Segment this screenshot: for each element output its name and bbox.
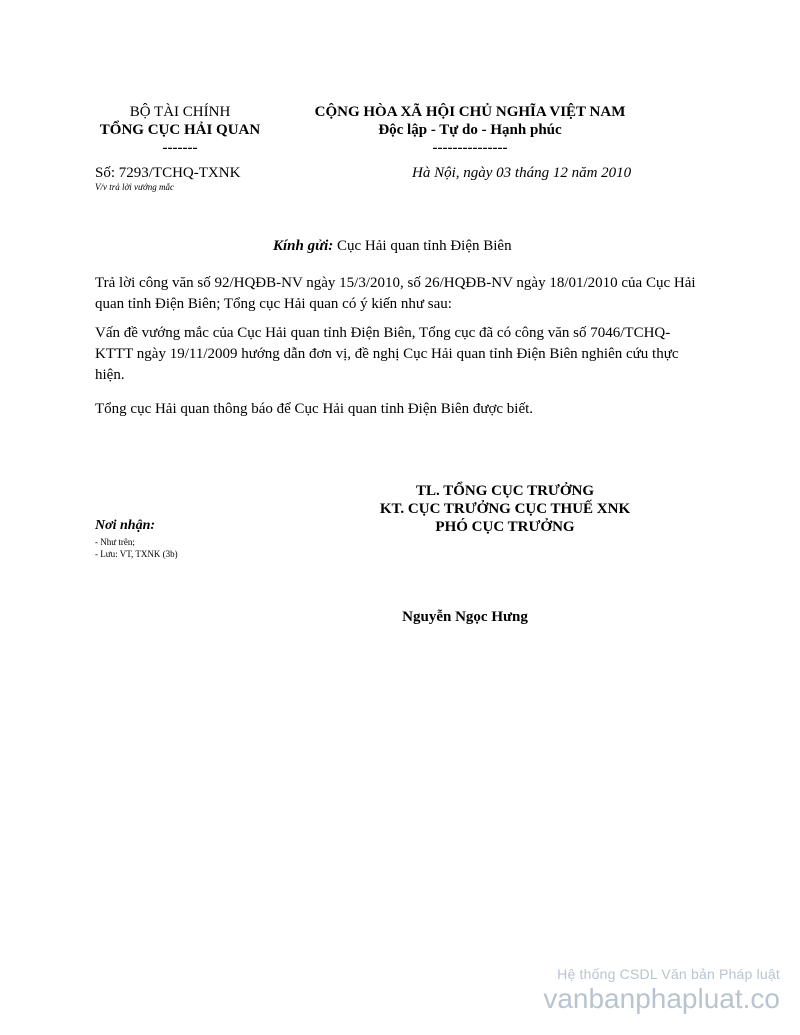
signature-title-line: KT. CỤC TRƯỞNG CỤC THUẾ XNK	[379, 501, 631, 517]
ministry-name: BỘ TÀI CHÍNH	[129, 104, 231, 120]
receivers-list	[95, 536, 178, 560]
motto: Độc lập - Tự do - Hạnh phúc	[378, 122, 562, 138]
receiver-item: - Như trên;	[95, 537, 135, 547]
body-paragraph: Vấn đề vướng mắc của Cục Hải quan tỉnh Điện Biên, Tổng cục đã có công văn số 7046/TCHQ-KTTT ngày 19/11/2009 hướng dẫn đơn vị, đề nghị Cục Hải quan tỉnh Điện Biên nghiên cứu thực hiện.	[95, 325, 679, 383]
agency-name: TỔNG CỤC HẢI QUAN	[99, 122, 261, 138]
signature-title-line: TL. TỔNG CỤC TRƯỞNG	[415, 483, 595, 499]
body-paragraph: Tổng cục Hải quan thông báo để Cục Hải quan tỉnh Điện Biên được biết.	[95, 401, 534, 417]
country-name: CỘNG HÒA XÃ HỘI CHỦ NGHĨA VIỆT NAM	[314, 104, 626, 120]
document-subject: V/v trả lời vướng mắc	[95, 182, 175, 192]
signature-title-line: PHÓ CỤC TRƯỞNG	[435, 519, 575, 535]
body-paragraph: Trả lời công văn số 92/HQĐB-NV ngày 15/3/2010, số 26/HQĐB-NV ngày 18/01/2010 của Cục Hải quan tỉnh Điện Biên; Tổng cục Hải quan có ý kiến như sau:	[95, 275, 696, 312]
document-number: Số: 7293/TCHQ-TXNK	[95, 165, 241, 181]
watermark-tagline: Hệ thống CSDL Văn bản Pháp luật	[557, 966, 780, 982]
recipient-line	[273, 238, 512, 255]
site-watermark	[543, 966, 780, 1016]
signature-block	[340, 482, 670, 536]
agency-divider: -------	[162, 140, 198, 156]
issuing-agency-block	[80, 103, 280, 157]
signer-name: Nguyễn Ngọc Hưng	[402, 609, 528, 625]
recipient-name: Cục Hải quan tỉnh Điện Biên	[333, 238, 512, 254]
watermark-domain: vanbanphapluat.co	[543, 983, 780, 1014]
motto-divider: ---------------	[432, 140, 508, 156]
document-date: Hà Nội, ngày 03 tháng 12 năm 2010	[412, 165, 632, 181]
receiver-item: - Lưu: VT, TXNK (3b)	[95, 549, 178, 559]
receivers-heading: Nơi nhận:	[95, 518, 156, 533]
recipient-label: Kính gửi:	[273, 238, 334, 254]
national-header-block	[275, 103, 665, 157]
